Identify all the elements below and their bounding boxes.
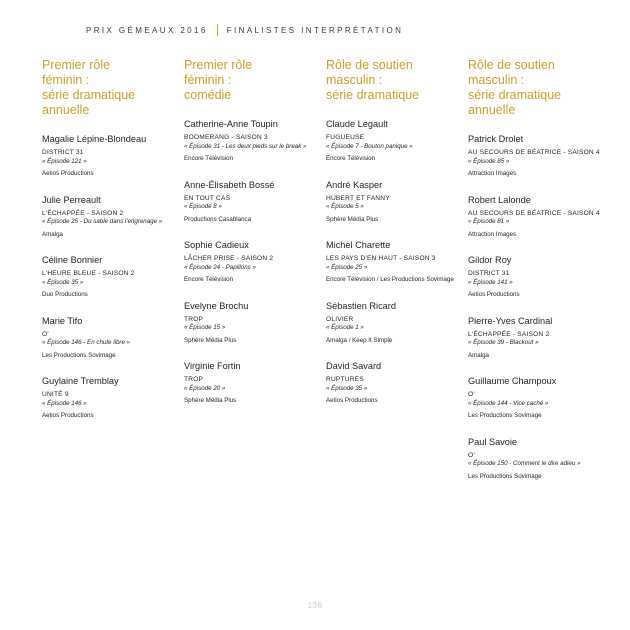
- finalist-name: Paul Savoie: [468, 436, 518, 447]
- header-section-title: FINALISTES INTERPRÉTATION: [226, 25, 404, 35]
- finalist-name: Guylaine Tremblay: [42, 376, 119, 386]
- category-title-line: masculin :: [326, 73, 383, 87]
- finalist-entry: [468, 194, 603, 240]
- finalist-name: Sébastien Ricard: [326, 300, 396, 311]
- production-company: Amalga: [42, 230, 63, 238]
- category-title: [184, 58, 319, 103]
- finalist-name: Claude Legault: [326, 119, 388, 129]
- finalist-entry: [42, 315, 177, 361]
- finalist-name: Anne-Élisabeth Bossé: [184, 179, 275, 190]
- series-title: DISTRICT 31: [42, 149, 84, 156]
- category-title: [326, 58, 461, 103]
- series-title: O': [468, 391, 475, 398]
- episode-title: « Épisode 121 »: [42, 157, 87, 165]
- finalist-name: Patrick Drolet: [468, 134, 524, 144]
- category-title-line: série dramatique: [468, 88, 562, 102]
- episode-title: « Épisode 24 - Papillons »: [184, 263, 256, 271]
- episode-title: « Épisode 1 »: [326, 324, 364, 331]
- finalist-entry: [184, 179, 319, 225]
- finalist-name: Céline Bonnier: [42, 255, 103, 265]
- series-title: AU SECOURS DE BÉATRICE - SAISON 4: [468, 209, 600, 217]
- production-company: Productions Casablanca: [184, 215, 252, 223]
- episode-title: « Épisode 8 »: [184, 203, 222, 210]
- category-title-line: annuelle: [468, 103, 516, 117]
- production-company: Les Productions Sovimage: [42, 351, 116, 359]
- finalist-entry: [184, 118, 319, 164]
- series-title: BOOMERANG - SAISON 3: [184, 134, 268, 141]
- episode-title: « Épisode 144 - Vice caché »: [468, 399, 549, 407]
- finalist-entry: [326, 239, 461, 285]
- header-separator: [217, 24, 218, 36]
- production-company: Sphère Média Plus: [184, 336, 237, 344]
- episode-title: « Épisode 20 »: [184, 384, 226, 392]
- series-title: TROP: [184, 315, 204, 323]
- category-title-line: annuelle: [42, 103, 90, 117]
- page-number: 136: [307, 601, 323, 610]
- production-company: Aetios Productions: [468, 291, 520, 298]
- finalist-entry: [42, 375, 177, 421]
- finalist-entry: [326, 300, 461, 346]
- production-company: Attraction Images: [468, 170, 517, 177]
- episode-title: « Épisode 146 »: [42, 399, 87, 407]
- episode-title: « Épisode 25 - Du sable dans l'engrenage »: [42, 218, 163, 225]
- category-title-line: Rôle de soutien: [326, 58, 413, 72]
- finalist-entry: [184, 360, 319, 406]
- series-title: HUBERT ET FANNY: [326, 194, 390, 202]
- finalist-name: Virginie Fortin: [184, 361, 241, 371]
- category-column-4: [468, 58, 603, 496]
- production-company: Aetios Productions: [326, 397, 378, 404]
- category-title-line: féminin :: [42, 73, 90, 87]
- category-column-2: [184, 58, 319, 421]
- category-title-line: comédie: [184, 88, 232, 102]
- series-title: O': [468, 451, 475, 459]
- finalist-name: Gildor Roy: [468, 255, 512, 265]
- series-title: LÂCHER PRISE - SAISON 2: [184, 255, 274, 262]
- production-company: Aetios Productions: [42, 412, 94, 419]
- series-title: DISTRICT 31: [468, 270, 510, 277]
- category-column-1: [42, 58, 177, 436]
- episode-title: « Épisode 5 »: [326, 203, 364, 210]
- series-title: UNITÉ 9: [42, 391, 69, 398]
- category-title: [468, 58, 603, 118]
- series-title: L'HEURE BLEUE - SAISON 2: [42, 270, 135, 277]
- finalist-name: André Kasper: [326, 179, 383, 190]
- finalist-name: Magalie Lépine-Blondeau: [42, 134, 147, 144]
- category-title-line: série dramatique: [42, 88, 136, 102]
- category-title-line: Rôle de soutien: [468, 58, 555, 72]
- finalist-name: Catherine-Anne Toupin: [184, 119, 278, 129]
- finalist-entry: [326, 360, 461, 406]
- series-title: L'ÉCHAPPÉE - SAISON 2: [468, 330, 550, 338]
- series-title: O': [42, 330, 49, 338]
- finalist-entry: [184, 239, 319, 285]
- production-company: Encore Télévision: [184, 276, 234, 283]
- episode-title: « Épisode 85 »: [468, 157, 510, 165]
- production-company: Encore Télévision: [184, 155, 234, 162]
- finalist-name: Pierre-Yves Cardinal: [468, 315, 553, 326]
- finalist-entry: [468, 133, 603, 179]
- production-company: Amalga: [468, 351, 489, 359]
- production-company: Encore Télévision / Les Productions Sovimage: [326, 276, 454, 283]
- episode-title: « Épisode 141 »: [468, 278, 513, 286]
- finalist-entry: [468, 375, 603, 421]
- finalist-name: Robert Lalonde: [468, 194, 531, 205]
- production-company: Duo Productions: [42, 291, 88, 298]
- finalist-name: Guillaume Champoux: [468, 376, 557, 386]
- production-company: Encore Télévision: [326, 155, 376, 162]
- finalist-entry: [42, 133, 177, 179]
- production-company: Les Productions Sovimage: [468, 412, 542, 419]
- episode-title: « Épisode 35 »: [42, 278, 84, 286]
- production-company: Aetios Productions: [42, 170, 94, 177]
- series-title: AU SECOURS DE BÉATRICE - SAISON 4: [468, 149, 600, 156]
- production-company: Sphère Média Plus: [326, 215, 379, 223]
- episode-title: « Épisode 35 »: [326, 384, 368, 392]
- finalist-entry: [468, 254, 603, 300]
- series-title: EN TOUT CAS: [184, 194, 231, 202]
- episode-title: « Épisode 81 »: [468, 218, 510, 225]
- production-company: Amalga / Keep It Simple: [326, 336, 393, 344]
- category-title-line: Premier rôle: [42, 58, 111, 72]
- finalist-name: Julie Perreault: [42, 194, 101, 205]
- category-title-line: série dramatique: [326, 88, 420, 102]
- episode-title: « Épisode 39 - Blackout »: [468, 339, 539, 346]
- category-column-3: [326, 58, 461, 421]
- finalist-name: Sophie Cadieux: [184, 240, 249, 250]
- category-title-line: masculin :: [468, 73, 525, 87]
- finalist-entry: [468, 315, 603, 361]
- header-prize-title: PRIX GÉMEAUX 2016: [86, 25, 208, 35]
- episode-title: « Épisode 31 - Les deux pieds sur le break »: [184, 142, 307, 150]
- page-header: [86, 24, 403, 36]
- production-company: Les Productions Sovimage: [468, 472, 542, 480]
- finalist-entry: [42, 254, 177, 300]
- episode-title: « Épisode 7 - Bouton panique »: [326, 142, 413, 150]
- category-title-line: Premier rôle: [184, 58, 253, 72]
- finalist-name: David Savard: [326, 361, 382, 371]
- finalist-entry: [326, 118, 461, 164]
- production-company: Sphère Média Plus: [184, 397, 237, 404]
- finalist-entry: [326, 179, 461, 225]
- series-title: LES PAYS D'EN HAUT - SAISON 3: [326, 255, 436, 262]
- production-company: Attraction Images: [468, 230, 517, 238]
- category-title-line: féminin :: [184, 73, 232, 87]
- series-title: L'ÉCHAPPÉE - SAISON 2: [42, 209, 124, 217]
- finalist-entry: [42, 194, 177, 240]
- series-title: TROP: [184, 376, 204, 383]
- series-title: FUGUEUSE: [326, 134, 365, 141]
- finalist-entry: [184, 300, 319, 346]
- finalist-name: Michel Charette: [326, 240, 391, 250]
- episode-title: « Épisode 25 »: [326, 263, 368, 271]
- episode-title: « Épisode 150 - Comment le dire adieu »: [468, 460, 581, 467]
- episode-title: « Épisode 15 »: [184, 324, 226, 331]
- episode-title: « Épisode 146 - En chute libre »: [42, 339, 131, 346]
- finalist-name: Evelyne Brochu: [184, 300, 249, 311]
- series-title: RUPTURES: [326, 376, 364, 383]
- finalist-name: Marie Tifo: [42, 315, 83, 326]
- finalist-entry: [468, 436, 603, 482]
- category-title: [42, 58, 177, 118]
- series-title: OLIVIER: [326, 315, 354, 323]
